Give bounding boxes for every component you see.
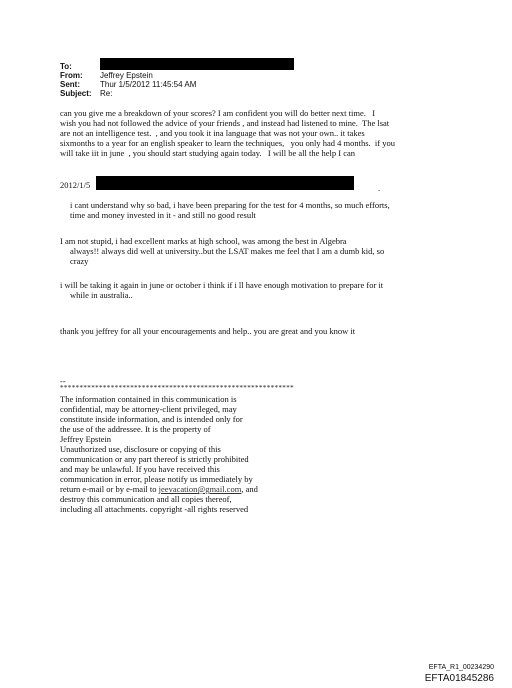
redaction-to [100,58,294,70]
quoted-line: time and money invested in it - and still no good result [70,210,256,220]
disclaimer-line: constitute inside information, and is intended only for [60,414,243,424]
reply-line: sixmonths to a year for an english speaker to learn the techniques, you only had 4 months. if you [60,138,395,148]
bates-number-2: EFTA01845286 [424,673,494,684]
disclaimer-line: communication or any part thereof is strictly prohibited [60,454,249,464]
disclaimer-line: and may be unlawful. If you have received this [60,464,220,474]
quoted-line: i cant understand why so bad, i have been preparing for the test for 4 months, so much efforts, [70,200,390,210]
disclaimer-text: , and [241,484,258,494]
signature-stars: ************************************************************ [60,384,294,392]
to-label: To: [60,62,72,71]
quoted-line: while in australia.. [70,290,133,300]
disclaimer-line: The information contained in this communication is [60,394,237,404]
reply-line: can you give me a breakdown of your scores? I am confident you will do better next time. I [60,108,376,118]
sent-label: Sent: [60,80,80,89]
subject-label: Subject: [60,89,92,98]
disclaimer-line: including all attachments. copyright -all rights reserved [60,504,249,514]
disclaimer-line: Unauthorized use, disclosure or copying of this [60,444,221,454]
reply-line: wish you had not followed the advice of your friends , and instead had listened to mine. The lsat [60,118,390,128]
quoted-line: always!! always did well at university..but the LSAT makes me feel that I am a dumb kid, so [70,246,385,256]
disclaimer-line: the use of the addressee. It is the property of [60,424,211,434]
email-link[interactable]: jeevacation@gmail.com [158,484,242,494]
disclaimer-line: destroy this communication and all copies thereof, [60,494,232,504]
quoted-date: 2012/1/5 [60,180,91,190]
quoted-line: i will be taking it again in june or october i think if i ll have enough motivation to prepare for it [60,280,384,290]
disclaimer-text: return e-mail or by e-mail to [60,484,159,494]
redaction-quoted [96,176,354,190]
quoted-line: crazy [70,256,89,266]
reply-line: are not an intelligence test. , and you took it ina language that was not your own.. it takes [60,128,365,138]
reply-line: will take iit in june , you should start studying again today. I will be all the help I can [60,148,356,158]
from-label: From: [60,71,83,80]
quoted-line: I am not stupid, i had excellent marks at high school, was among the best in Algebra [60,236,347,246]
disclaimer-line: confidential, may be attorney-client privileged, may [60,404,237,414]
subject-value: Re: [100,89,113,98]
bates-number-1: EFTA_R1_00234290 [428,664,494,671]
signature-dashes: -- [60,376,66,386]
from-value: Jeffrey Epstein [100,71,153,80]
quoted-line: thank you jeffrey for all your encouragements and help.. you are great and you know it [60,326,356,336]
disclaimer-line: Jeffrey Epstein [60,434,112,444]
sent-value: Thur 1/5/2012 11:45:54 AM [100,80,197,89]
disclaimer-line [60,484,258,494]
quoted-trailing-mark: . [378,183,381,193]
disclaimer-line: communication in error, please notify us immediately by [60,474,253,484]
